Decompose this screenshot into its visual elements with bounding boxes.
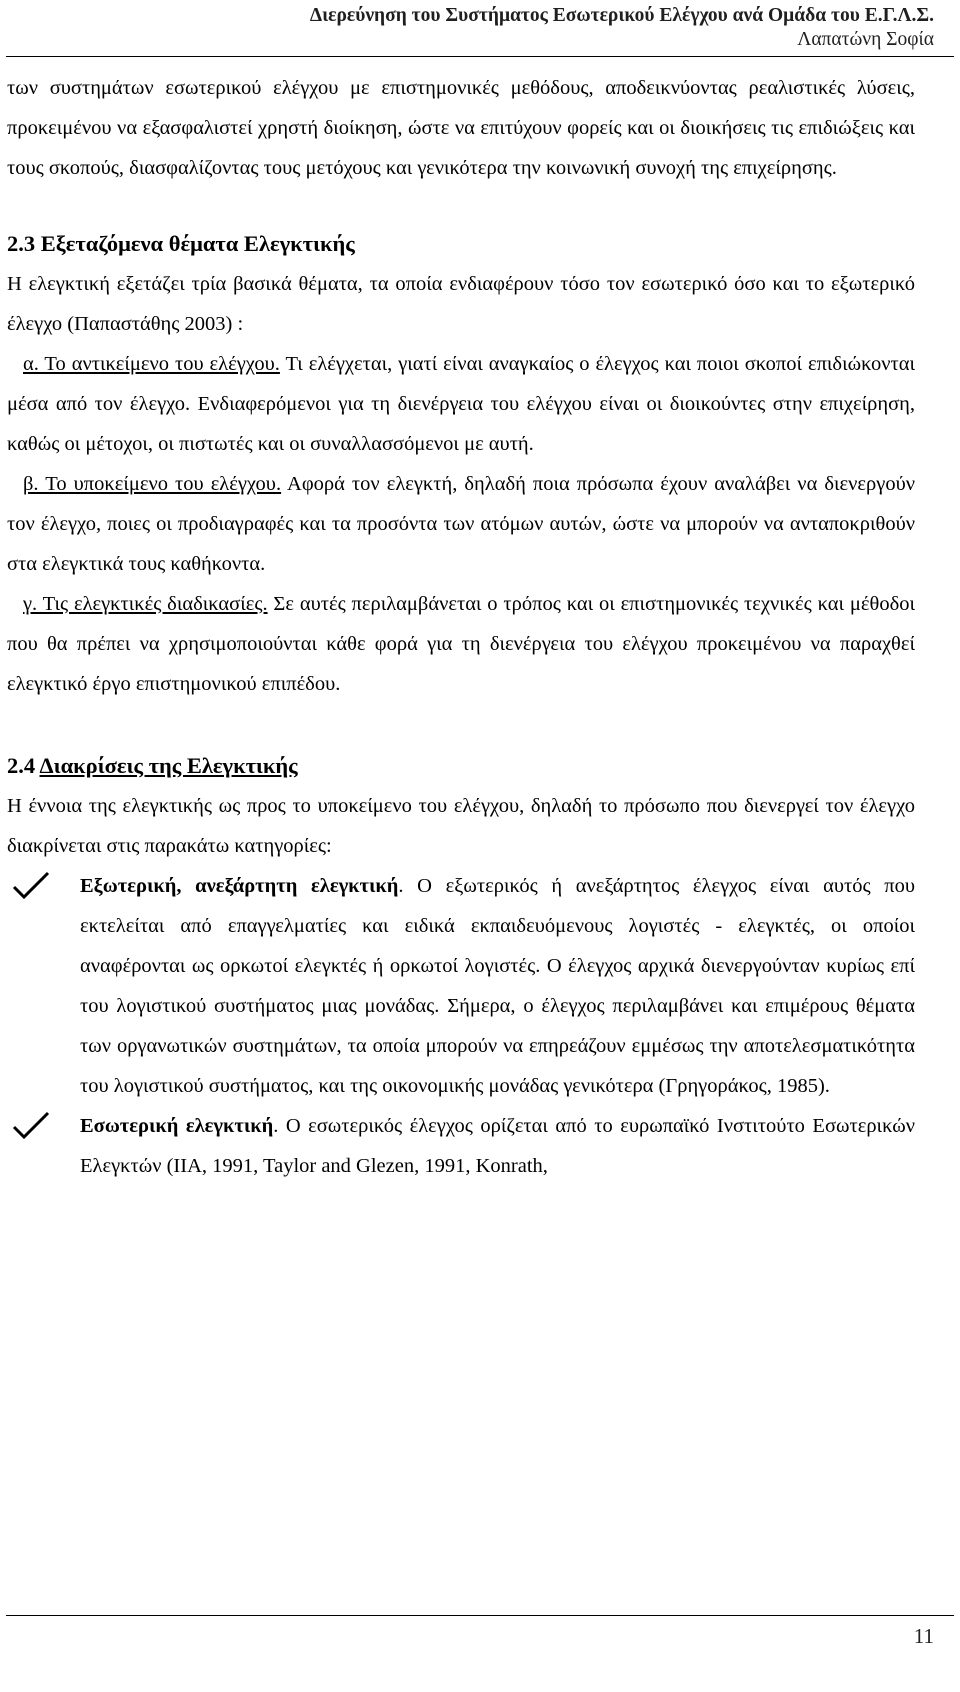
footer-divider (6, 1615, 954, 1616)
header-divider (6, 56, 954, 57)
bullet-internal-text: . Ο εσωτερικός έλεγχος ορίζεται από το ευρωπαϊκό Ινστιτούτο Εσωτερικών Ελεγκτών (IIA, 1991, Taylor and Glezen, 1991, Konrath, (80, 1115, 915, 1177)
page-number: 11 (913, 1624, 934, 1648)
intro-paragraph: των συστημάτων εσωτερικού ελέγχου με επιστημονικές μεθόδους, αποδεικνύοντας ρεαλιστικές λύσεις, προκειμένου να εξασφαλιστεί χρηστή διοίκηση, ώστε να επιτύχουν φορείς και οι διοικήσεις τις επιδιώξεις και τους σκοπούς, διασφαλίζοντας τους μετόχους και γενικότερα την κοινωνική συνοχή της επιχείρησης. (7, 77, 915, 179)
item-a-title: α. Το αντικείμενο του ελέγχου. (23, 353, 280, 375)
item-b (7, 464, 915, 584)
page-body (7, 68, 915, 1186)
item-b-text: Αφορά τον ελεγκτή, δηλαδή ποια πρόσωπα έχουν αναλάβει να διενεργούν τον έλεγχο, ποιες οι προδιαγραφές και τα προσόντα των ατόμων αυτών, ώστε να μπορούν να ανταποκριθούν στα ελεγκτικά τους καθήκοντα. (7, 473, 915, 575)
bullet-external-text: . Ο εξωτερικός ή ανεξάρτητος έλεγχος είναι αυτός που εκτελείται από επαγγελματίες και ειδικά εκπαιδευόμενους λογιστές - ελεγκτές, οι οποίοι αναφέρονται ως ορκωτοί ελεγκτές ή ορκωτοί λογιστές. Ο έλεγχος αρχικά διενεργούνταν κυρίως επί του λογιστικού συστήματος μιας μονάδας. Σήμερα, ο έλεγχος περιλαμβάνει και επιμέρους θέματα των οργανωτικών συστημάτων, τα οποία μπορούν να επηρεάζουν εμμέσως την αποτελεσματικότητα του λογιστικού συστήματος, και της οικονομικής μονάδας γενικότερα (Γρηγοράκος, 1985). (80, 875, 916, 1097)
item-c (7, 584, 915, 704)
item-b-title: β. Το υποκείμενο του ελέγχου. (23, 473, 282, 495)
bullet-external-audit (7, 866, 915, 1106)
bullet-external-title: Εξωτερική, ανεξάρτητη ελεγκτική (80, 875, 399, 897)
section-heading-2-3: 2.3 Εξεταζόμενα θέματα Ελεγκτικής (7, 231, 355, 256)
section-2-4-number: 2.4 (7, 753, 40, 778)
item-c-text: Σε αυτές περιλαμβάνεται ο τρόπος και οι επιστημονικές τεχνικές και μέθοδοι που θα πρέπει να χρησιμοποιούνται κάθε φορά για τη διενέργεια του ελέγχου προκειμένου να παραχθεί ελεγκτικό έργο επιστημονικού επιπέδου. (7, 593, 915, 695)
section-2-4-title: Διακρίσεις της Ελεγκτικής (39, 753, 298, 778)
bullet-internal-title: Εσωτερική ελεγκτική (80, 1115, 274, 1137)
checkmark-icon (11, 1110, 51, 1142)
item-c-title: γ. Τις ελεγκτικές διαδικασίες. (23, 593, 268, 615)
checkmark-icon (11, 870, 51, 902)
item-a-text: Τι ελέγχεται, γιατί είναι αναγκαίος ο έλεγχος και ποιοι σκοποί επιδιώκονται μέσα από τον έλεγχο. Ενδιαφερόμενοι για τη διενέργεια του ελέγχου είναι οι διοικούντες στην επιχείρηση, καθώς οι μέτοχοι, οι πιστωτές και οι συναλλασσόμενοι με αυτή. (7, 353, 915, 455)
section-heading-2-4 (7, 746, 915, 786)
bullet-internal-audit (7, 1106, 915, 1186)
item-a (7, 344, 915, 464)
author-name: Λαπατώνη Σοφία (797, 29, 934, 50)
document-title: Διερεύνηση του Συστήματος Εσωτερικού Ελέγχου ανά Ομάδα του Ε.Γ.Λ.Σ. (309, 5, 934, 26)
page-header (310, 4, 934, 52)
section-2-4-intro: Η έννοια της ελεγκτικής ως προς το υποκείμενο του ελέγχου, δηλαδή το πρόσωπο που διενεργεί τον έλεγχο διακρίνεται στις παρακάτω κατηγορίες: (7, 795, 915, 857)
section-2-3-intro: Η ελεγκτική εξετάζει τρία βασικά θέματα, τα οποία ενδιαφέρουν τόσο τον εσωτερικό όσο και το εξωτερικό έλεγχο (Παπαστάθης 2003) : (7, 273, 915, 335)
